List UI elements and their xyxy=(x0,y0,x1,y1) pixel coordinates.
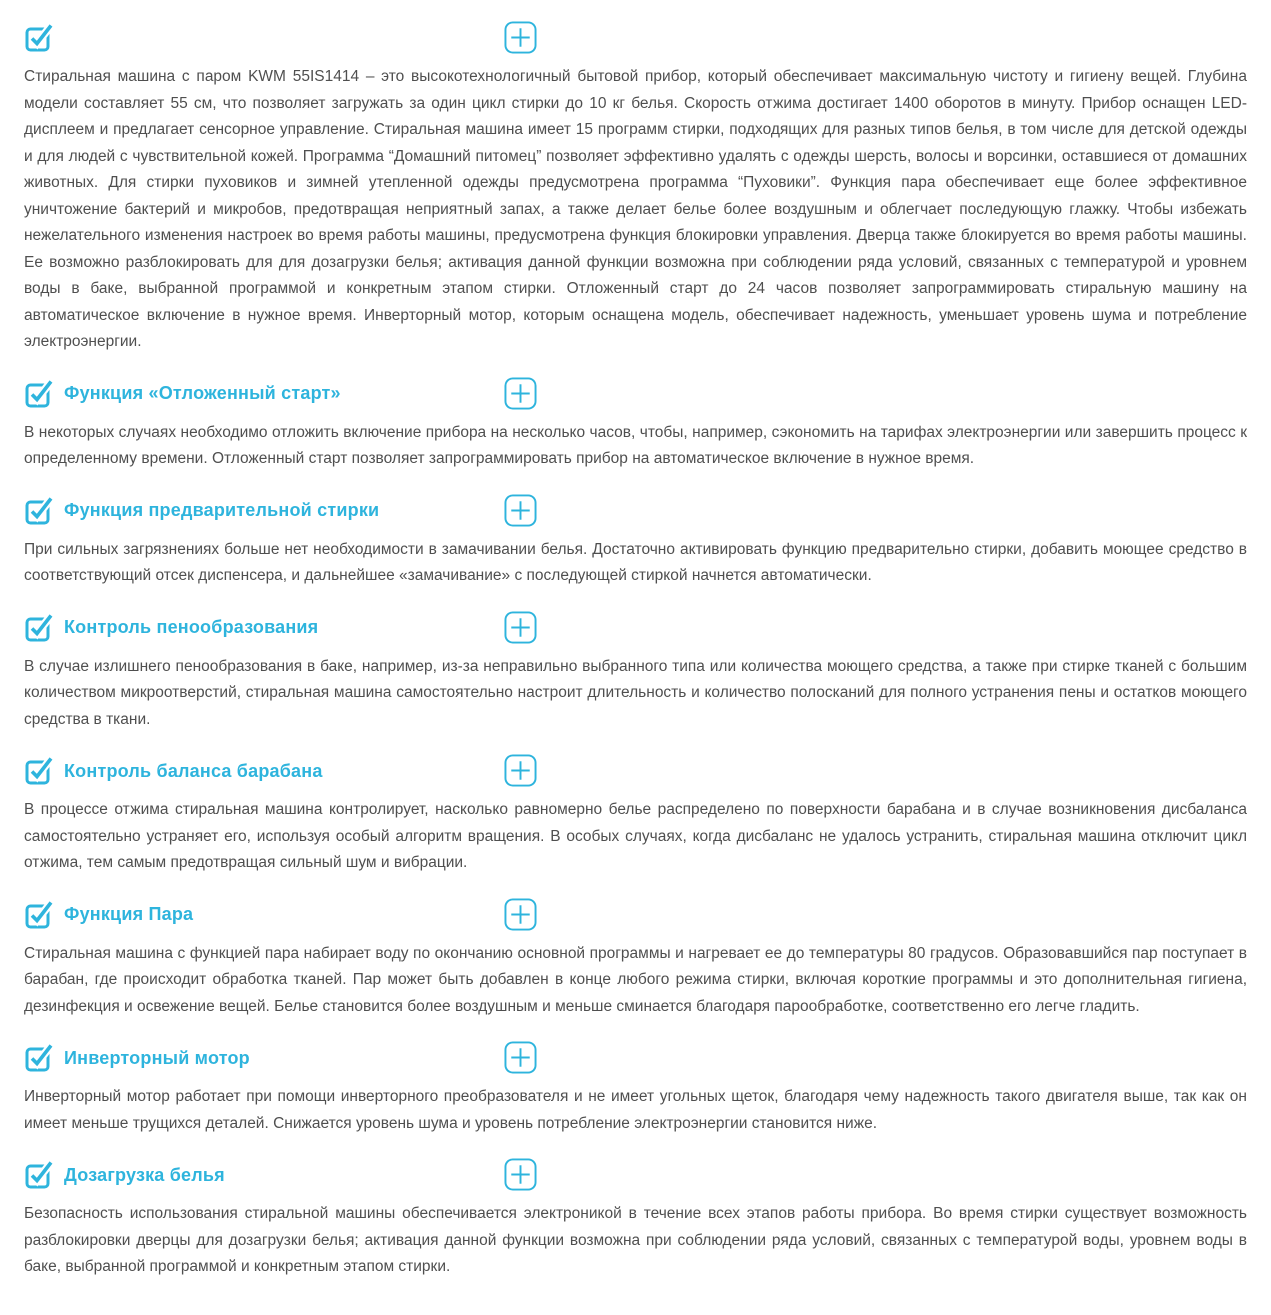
feature-header-row xyxy=(24,20,1247,56)
checked-checkbox-icon xyxy=(24,22,54,52)
feature-description: Стиральная машина с паром KWM 55IS1414 – это высокотехнологичный бытовой прибор, который обеспечивает максимальную чистоту и гигиену вещей. Глубина модели составляет 55 см, что позволяет загружать за один цикл стирки до 10 кг белья. Скорость отжима достигает 1400 оборотов в минуту. Прибор оснащен LED-дисплеем и предлагает сенсорное управление. Стиральная машина имеет 15 программ стирки, подходящих для разных типов белья, в том числе для детской одежды и для людей с чувствительной кожей. Программа “Домашний питомец” позволяет эффективно удалять с одежды шерсть, волосы и ворсинки, оставшиеся от домашних животных. Для стирки пуховиков и зимней утепленной одежды предусмотрена программа “Пуховики”. Функция пара обеспечивает еще более эффективное уничтожение бактерий и микробов, предотвращая неприятный запах, а также делает белье более воздушным и облегчает последующую глажку. Чтобы избежать нежелательного изменения настроек во время работы машины, предусмотрена функция блокировки управления. Дверца также блокируется во время работы машины. Ее возможно разблокировать для для дозагрузки белья; активация данной функции возможна при соблюдении ряда условий, связанных с температурой и уровнем воды в баке, выбранной программой и конкретным этапом стирки. Отложенный старт до 24 часов позволяет запрограммировать стиральную машину на автоматическое включение в нужное время. Инверторный мотор, которым оснащена модель, обеспечивает надежность, уменьшает уровень шума и потребление электроэнергии. xyxy=(24,68,1247,350)
feature-description: Инверторный мотор работает при помощи инверторного преобразователя и не имеет угольных щеток, благодаря чему надежность такого двигателя выше, так как он имеет меньше трущихся деталей. Снижается уровень шума и уровень потребление электроэнергии становится ниже. xyxy=(24,1088,1247,1132)
plus-expand-icon[interactable] xyxy=(504,1158,537,1191)
feature-section xyxy=(24,1157,1247,1281)
feature-title: Функция предварительной стирки xyxy=(64,500,380,520)
feature-section xyxy=(24,20,1247,356)
plus-expand-icon[interactable] xyxy=(504,21,537,54)
plus-expand-icon[interactable] xyxy=(504,1041,537,1074)
checked-checkbox-icon xyxy=(24,755,54,785)
feature-header-row xyxy=(24,610,1247,646)
checked-checkbox-icon xyxy=(24,1159,54,1189)
feature-title: Инверторный мотор xyxy=(64,1047,250,1068)
plus-expand-icon[interactable] xyxy=(504,611,537,644)
feature-description: Безопасность использования стиральной машины обеспечивается электроникой в течение всех этапов работы прибора. Во время стирки существует возможность разблокировки дверцы для дозагрузки белья; активация данной функции возможна при соблюдении ряда условий, связанных с температурой воды, уровнем воды в баке, выбранной программой и конкретным этапом стирки. xyxy=(24,1205,1247,1275)
checked-checkbox-icon xyxy=(24,378,54,408)
feature-section xyxy=(24,1040,1247,1137)
checked-checkbox-icon xyxy=(24,612,54,642)
feature-section xyxy=(24,753,1247,877)
feature-title: Функция Пара xyxy=(64,904,194,924)
plus-expand-icon[interactable] xyxy=(504,898,537,931)
feature-section xyxy=(24,897,1247,1021)
feature-description: При сильных загрязнениях больше нет необходимости в замачивании белья. Достаточно активировать функцию предварительно стирки, добавить моющее средство в соответствующий отсек диспенсера, и дальнейшее «замачивание» с последующей стиркой начнется автоматически. xyxy=(24,540,1247,584)
checked-checkbox-icon xyxy=(24,495,54,525)
feature-description: В некоторых случаях необходимо отложить включение прибора на несколько часов, чтобы, например, сэкономить на тарифах электроэнергии или завершить процесс к определенному времени. Отложенный старт позволяет запрограммировать прибор на автоматическое включение в нужное время. xyxy=(24,423,1247,467)
feature-header-row xyxy=(24,493,1247,529)
feature-section xyxy=(24,610,1247,734)
feature-title: Дозагрузка белья xyxy=(64,1164,225,1185)
checked-checkbox-icon xyxy=(24,1042,54,1072)
feature-description: В случае излишнего пенообразования в баке, например, из-за неправильно выбранного типа или количества моющего средства, а также при стирке тканей с большим количеством микроотверстий, стиральная машина самостоятельно настроит длительность и количество полосканий для полного устранения пены и остатков моющего средства в ткани. xyxy=(24,657,1247,728)
feature-header-row xyxy=(24,376,1247,412)
plus-expand-icon[interactable] xyxy=(504,494,537,527)
feature-section xyxy=(24,493,1247,590)
feature-description: В процессе отжима стиральная машина контролирует, насколько равномерно белье распределено по поверхности барабана и в случае возникновения дисбаланса самостоятельно устраняет его, используя особый алгоритм вращения. В особых случаях, когда дисбаланс не удалось устранить, стиральная машина отключит цикл отжима, тем самым предотвращая сильный шум и вибрации. xyxy=(24,801,1247,871)
feature-section xyxy=(24,376,1247,473)
feature-header-row xyxy=(24,1157,1247,1193)
feature-description: Стиральная машина с функцией пара набирает воду по окончанию основной программы и нагревает ее до температуры 80 градусов. Образовавшийся пар поступает в барабан, где происходит обработка тканей. Пар может быть добавлен в конце любого режима стирки, включая короткие программы и это дополнительная гигиена, дезинфекция и освежение вещей. Белье становится более воздушным и меньше сминается благодаря парообработке, соответственно его легче гладить. xyxy=(24,944,1247,1015)
feature-title: Контроль баланса барабана xyxy=(64,760,323,781)
checked-checkbox-icon xyxy=(24,899,54,929)
feature-sections-list xyxy=(24,20,1247,1281)
plus-expand-icon[interactable] xyxy=(504,754,537,787)
plus-expand-icon[interactable] xyxy=(504,377,537,410)
feature-header-row xyxy=(24,1040,1247,1076)
feature-title: Контроль пенообразования xyxy=(64,617,319,637)
feature-header-row xyxy=(24,753,1247,789)
feature-header-row xyxy=(24,897,1247,933)
feature-title: Функция «Отложенный старт» xyxy=(64,383,341,403)
